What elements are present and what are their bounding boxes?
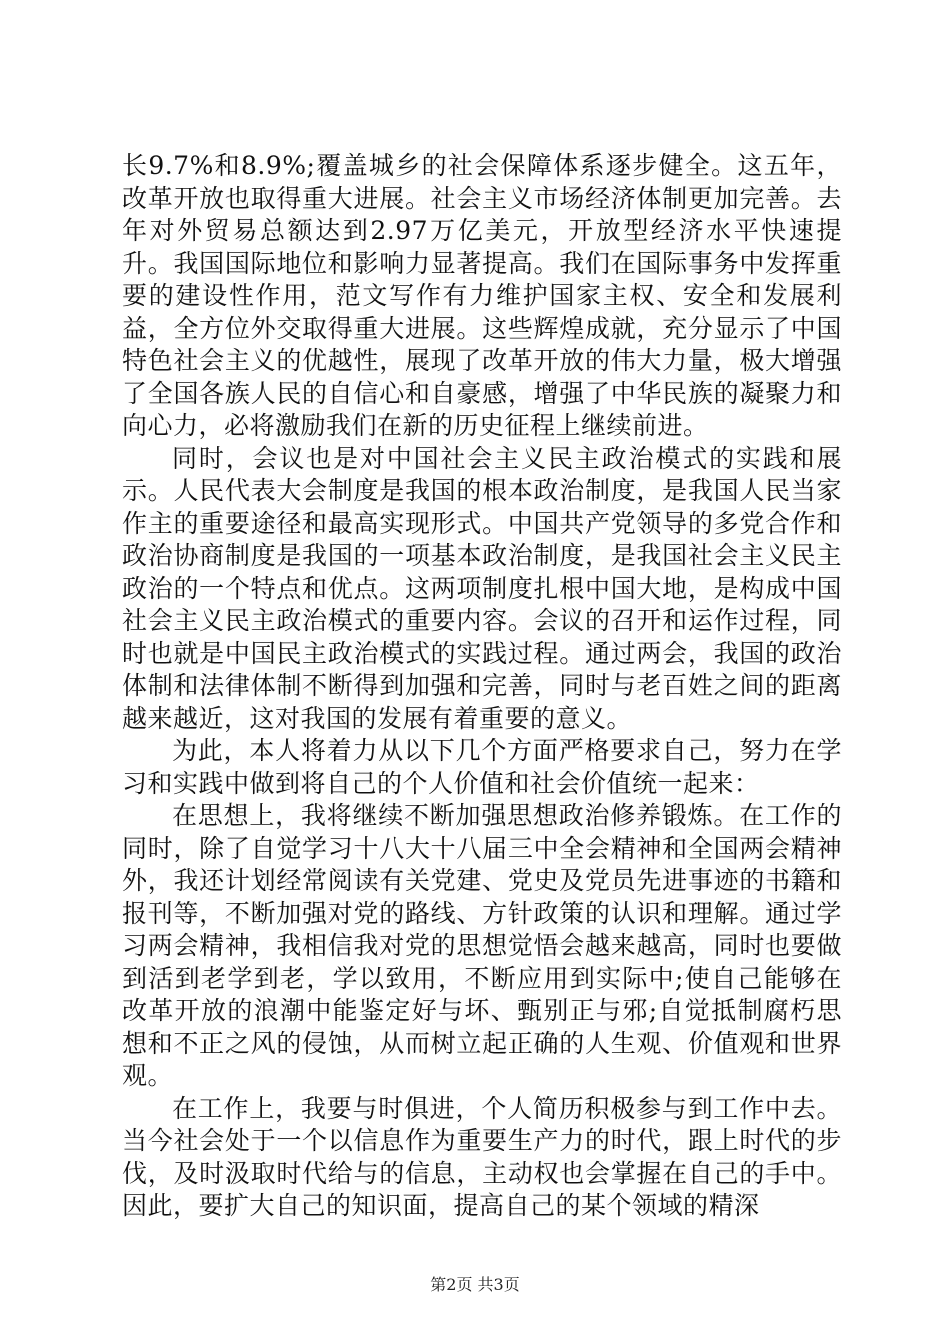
paragraph-continuation: 长9.7%和8.9%;覆盖城乡的社会保障体系逐步健全。这五年，改革开放也取得重大进展。社会主义市场经济体制更加完善。去年对外贸易总额达到2.97万亿美元，开放型经济水平快速提升。我国国际地位和影响力显著提高。我们在国际事务中发挥重要的建设性作用，范文写作有力维护国家主权、安全和发展利益，全方位外交取得重大进展。这些辉煌成就，充分显示了中国特色社会主义的优越性，展现了改革开放的伟大力量，极大增强了全国各族人民的自信心和自豪感，增强了中华民族的凝聚力和向心力，必将激励我们在新的历史征程上继续前进。 xyxy=(122,151,842,440)
document-body xyxy=(122,150,842,1223)
paragraph-democracy: 同时，会议也是对中国社会主义民主政治模式的实践和展示。人民代表大会制度是我国的根本政治制度，是我国人民当家作主的重要途径和最高实现形式。中国共产党领导的多党合作和政治协商制度是我国的一项基本政治制度，是我国社会主义民主政治的一个特点和优点。这两项制度扎根中国大地，是构成中国社会主义民主政治模式的重要内容。会议的召开和运作过程，同时也就是中国民主政治模式的实践过程。通过两会，我国的政治体制和法律体制不断得到加强和完善，同时与老百姓之间的距离越来越近，这对我国的发展有着重要的意义。 xyxy=(122,443,842,733)
paragraph-requirements: 为此，本人将着力从以下几个方面严格要求自己，努力在学习和实践中做到将自己的个人价值和社会价值统一起来： xyxy=(122,736,842,798)
paragraph-work: 在工作上，我要与时俱进，个人简历积极参与到工作中去。当今社会处于一个以信息作为重要生产力的时代，跟上时代的步伐，及时汲取时代给与的信息，主动权也会掌握在自己的手中。因此，要扩大自己的知识面，提高自己的某个领域的精深 xyxy=(122,1093,842,1220)
paragraph-thought: 在思想上，我将继续不断加强思想政治修养锻炼。在工作的同时，除了自觉学习十八大十八届三中全会精神和全国两会精神外，我还计划经常阅读有关党建、党史及党员先进事迹的书籍和报刊等，不断加强对党的路线、方针政策的认识和理解。通过学习两会精神，我相信我对党的思想觉悟会越来越高，同时也要做到活到老学到老，学以致用，不断应用到实际中;使自己能够在改革开放的浪潮中能鉴定好与坏、甄别正与邪;自觉抵制腐朽思想和不正之风的侵蚀，从而树立起正确的人生观、价值观和世界观。 xyxy=(122,801,842,1090)
page-number-footer: 第2页 共3页 xyxy=(430,1275,520,1294)
